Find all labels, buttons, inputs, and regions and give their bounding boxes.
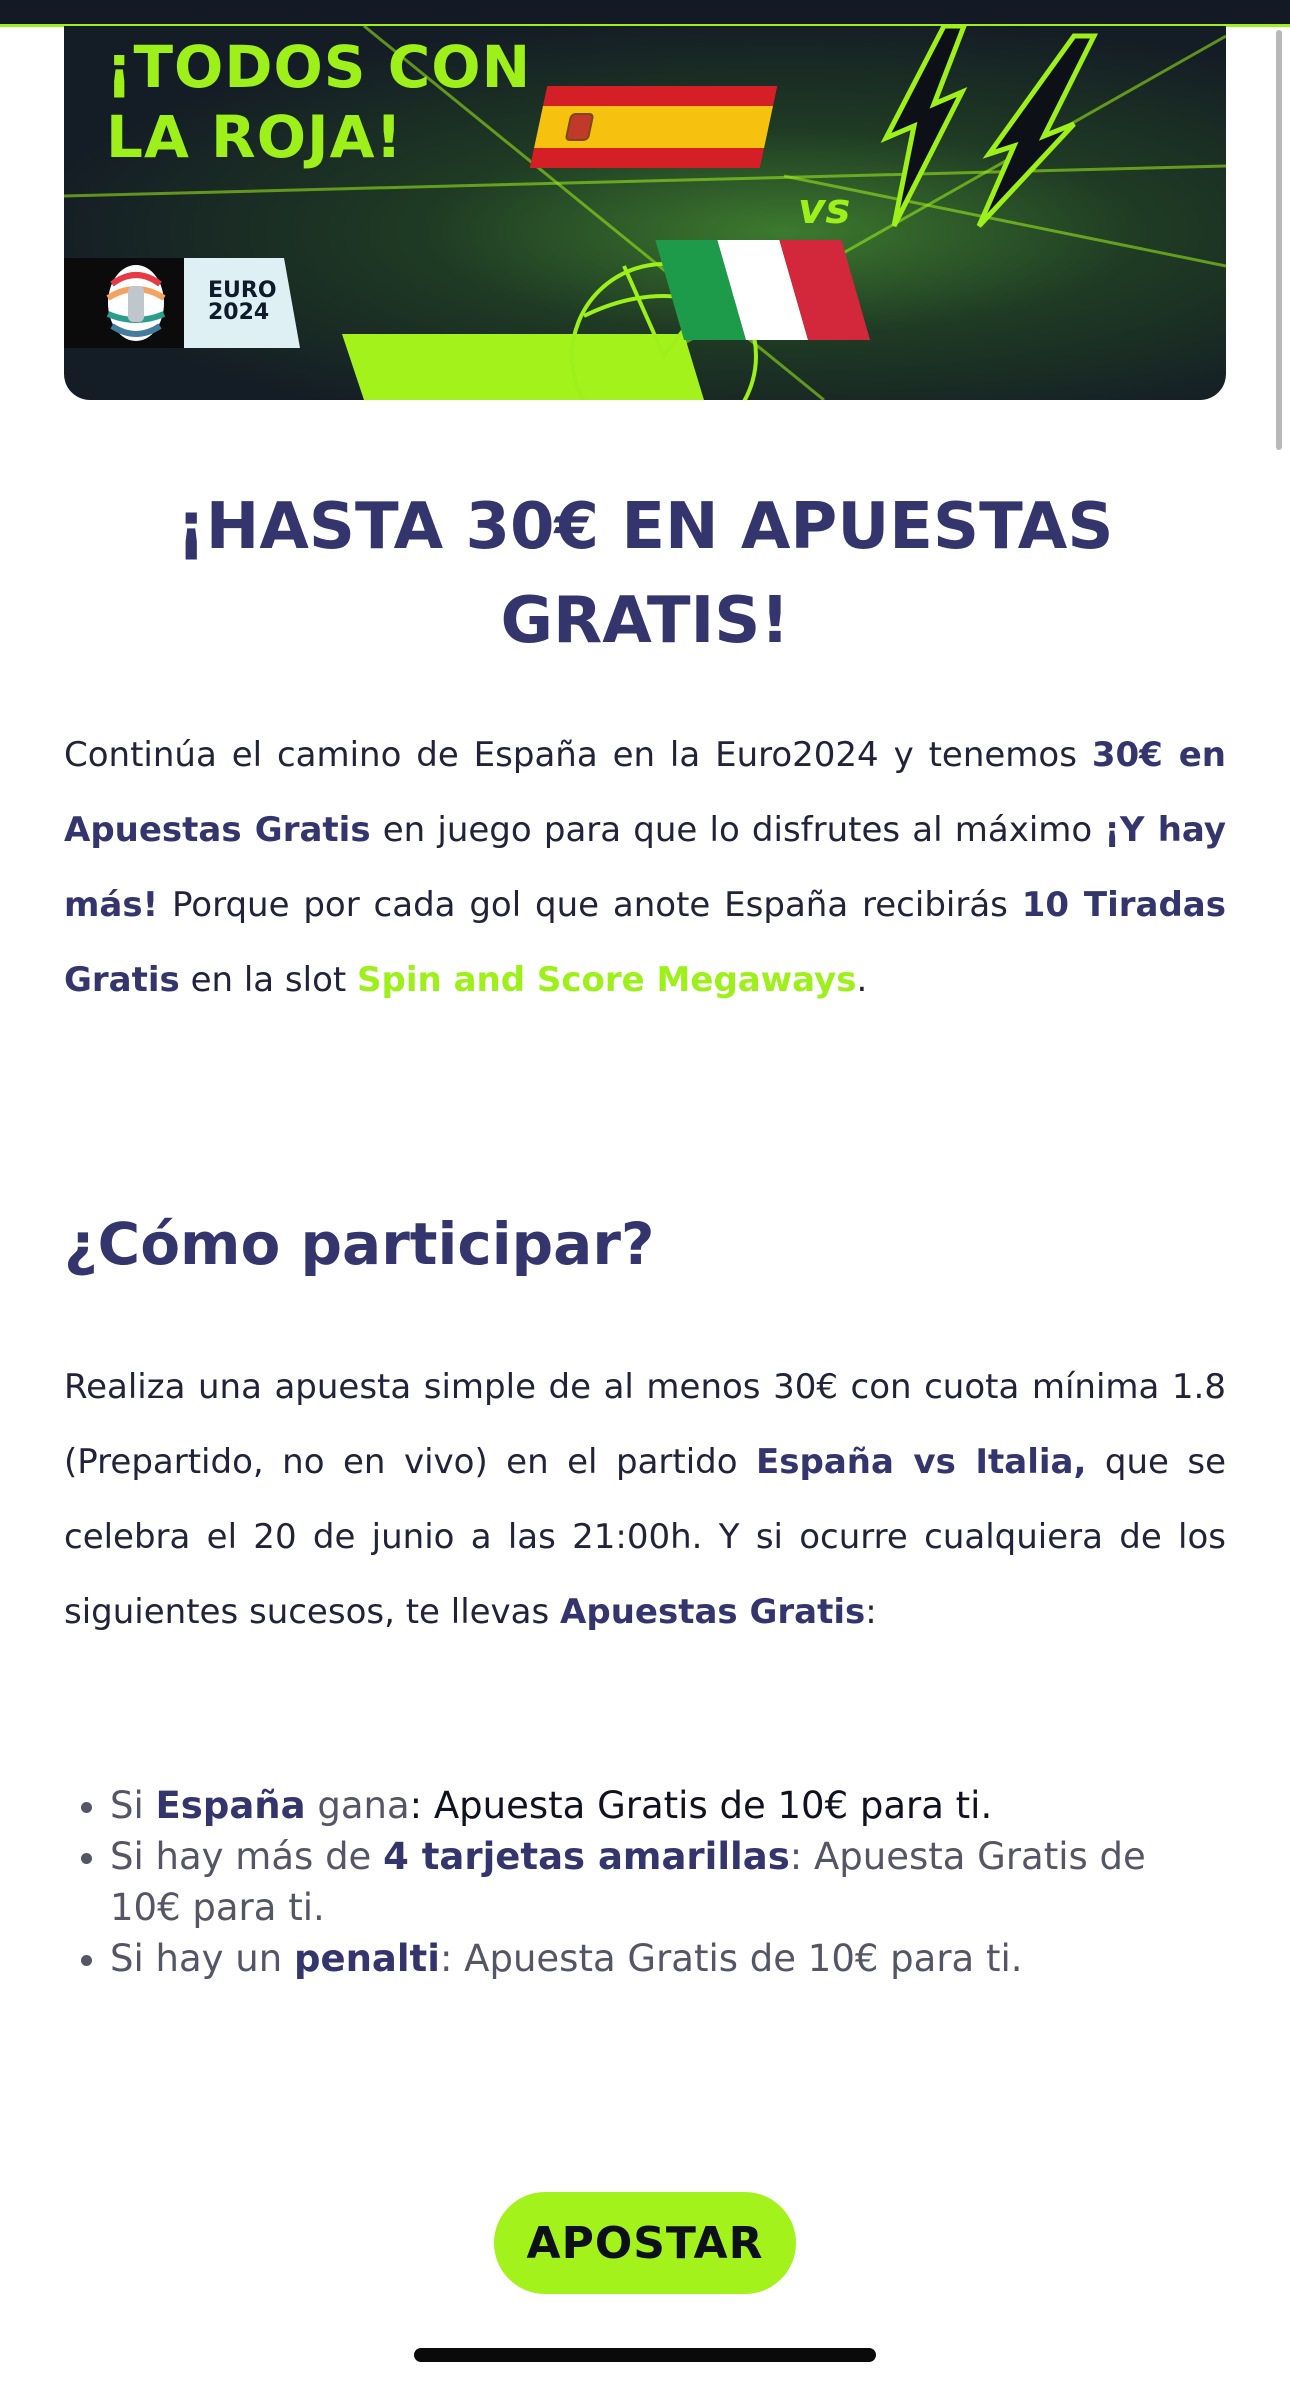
slot-game-link[interactable]: Spin and Score Megaways [357, 960, 857, 1000]
rule-text: Si hay un [110, 1937, 294, 1980]
how-to-title: ¿Cómo participar? [64, 1210, 655, 1278]
rule-text: : Apuesta Gratis de 10€ para ti. [110, 1835, 1146, 1929]
how-to-paragraph [64, 1350, 1226, 1650]
rule-item [110, 1933, 1210, 1984]
intro-text: en la slot [179, 960, 358, 1000]
promo-headline: ¡HASTA 30€ EN APUESTAS GRATIS! [176, 490, 1114, 658]
rule-item [110, 1831, 1210, 1933]
italy-flag [655, 240, 870, 340]
intro-bold-bonus: 30€ en Apuestas Gratis [64, 735, 1227, 850]
euro-2024-label [208, 280, 277, 324]
intro-text: Porque por cada gol que anote España recibirás [158, 885, 1022, 925]
intro-bold-more: ¡Y hay más! [64, 810, 1226, 925]
promo-banner [64, 26, 1226, 400]
intro-text: . [856, 960, 868, 1000]
scrollbar[interactable] [1276, 30, 1282, 450]
euro-label-line1: EURO [208, 278, 277, 303]
intro-text: en juego para que lo disfrutes al máximo [370, 810, 1105, 850]
how-to-text: Realiza una apuesta simple de al menos 30€ con cuota mínima 1.8 (Prepartido, no en vivo) en el partido [64, 1367, 1226, 1482]
lightning-icon [886, 26, 1094, 226]
free-bets-bold: Apuestas Gratis [560, 1592, 866, 1632]
banner-title-line1: ¡TODOS CON [106, 33, 532, 101]
rule-text: Si hay más de [110, 1835, 384, 1878]
bet-button[interactable]: APOSTAR [494, 2192, 796, 2294]
rule-text: Si [110, 1784, 156, 1827]
rule-text: gana [305, 1784, 410, 1827]
euro-label-line2: 2024 [208, 300, 270, 325]
intro-text: Continúa el camino de España en la Euro2024 y tenemos [64, 735, 1092, 775]
intro-paragraph [64, 718, 1226, 1018]
rule-bold: España [155, 1784, 306, 1827]
rules-list [64, 1780, 1210, 1984]
spain-flag [530, 86, 777, 168]
rule-text: : Apuesta Gratis de 10€ para ti. [439, 1937, 1023, 1980]
rule-item [110, 1780, 1210, 1831]
intro-bold-spins: 10 Tiradas Gratis [64, 885, 1226, 1000]
rule-bold: penalti [293, 1937, 440, 1980]
banner-title [106, 32, 531, 172]
status-bar [0, 0, 1290, 27]
how-to-text: que se celebra el 20 de junio a las 21:00h. Y si ocurre cualquiera de los siguientes sucesos, te llevas [64, 1442, 1227, 1632]
how-to-text: : [865, 1592, 877, 1632]
banner-title-line2: LA ROJA! [106, 103, 403, 171]
match-name: España vs Italia, [756, 1442, 1087, 1482]
rule-text: : Apuesta Gratis de 10€ para ti. [409, 1784, 993, 1827]
home-indicator[interactable] [414, 2348, 876, 2362]
vs-label: vs [798, 184, 851, 233]
rule-bold: 4 tarjetas amarillas [383, 1835, 790, 1878]
